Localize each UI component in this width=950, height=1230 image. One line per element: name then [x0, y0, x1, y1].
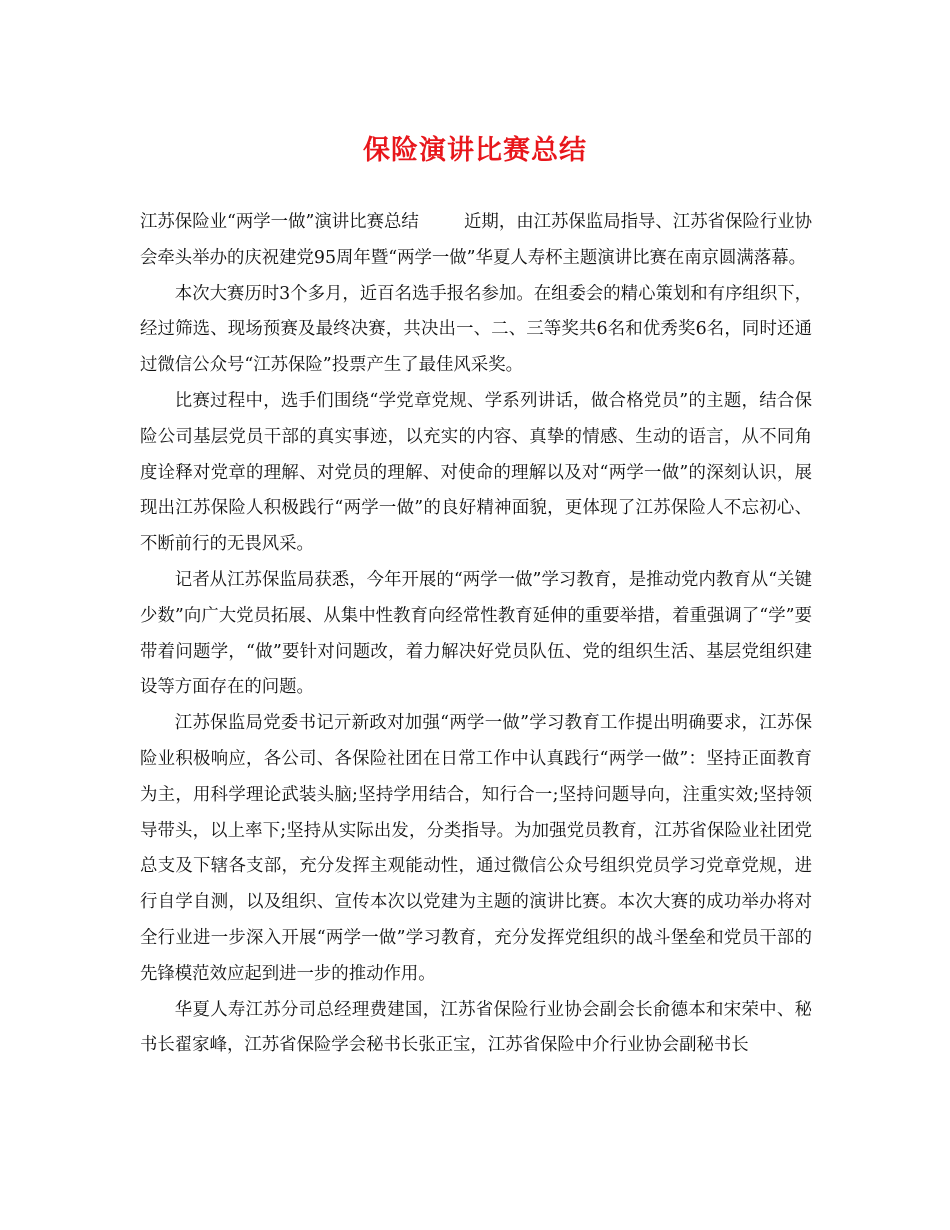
paragraph-1-text: 近期，由江苏保监局指导、江苏省保险行业协会牵头举办的庆祝建党95周年暨“两学一做”华夏人寿杯主题演讲比赛在南京圆满落幕。: [140, 212, 812, 268]
paragraph-5: 江苏保监局党委书记亓新政对加强“两学一做”学习教育工作提出明确要求，江苏保险业积极响应，各公司、各保险社团在日常工作中认真践行“两学一做”：坚持正面教育为主，用科学理论武装头脑;坚持学用结合，知行合一;坚持问题导向，注重实效;坚持领导带头，以上率下;坚持从实际出发，分类指导。为加强党员教育，江苏省保险业社团党总支及下辖各支部，充分发挥主观能动性，通过微信公众号组织党员学习党章党规，进行自学自测，以及组织、宣传本次以党建为主题的演讲比赛。本次大赛的成功举办将对全行业进一步深入开展“两学一做”学习教育，充分发挥党组织的战斗堡垒和党员干部的先锋模范效应起到进一步的推动作用。: [140, 713, 812, 984]
paragraph-1-lead: 江苏保险业“两学一做”演讲比赛总结: [140, 212, 419, 232]
paragraph-1: [140, 205, 812, 277]
document-title: 保险演讲比赛总结: [363, 135, 587, 166]
paragraph-6: 华夏人寿江苏分司总经理费建国，江苏省保险行业协会副会长俞德本和宋荣中、秘书长翟家峰，江苏省保险学会秘书长张正宝，江苏省保险中介行业协会副秘书长: [140, 999, 812, 1056]
document-body: [140, 205, 812, 1064]
paragraph-2: 本次大赛历时3个多月，近百名选手报名参加。在组委会的精心策划和有序组织下，经过筛选、现场预赛及最终决赛，共决出一、二、三等奖共6名和优秀奖6名，同时还通过微信公众号“江苏保险”投票产生了最佳风采奖。: [140, 283, 812, 376]
paragraph-4: 记者从江苏保监局获悉，今年开展的“两学一做”学习教育，是推动党内教育从“关键少数”向广大党员拓展、从集中性教育向经常性教育延伸的重要举措，着重强调了“学”要带着问题学，“做”要针对问题改，着力解决好党员队伍、党的组织生活、基层党组织建设等方面存在的问题。: [140, 569, 812, 698]
paragraph-3: 比赛过程中，选手们围绕“学党章党规、学系列讲话，做合格党员”的主题，结合保险公司基层党员干部的真实事迹，以充实的内容、真挚的情感、生动的语言，从不同角度诠释对党章的理解、对党员的理解、对使命的理解以及对“两学一做”的深刻认识，展现出江苏保险人积极践行“两学一做”的良好精神面貌，更体现了江苏保险人不忘初心、不断前行的无畏风采。: [140, 390, 812, 555]
